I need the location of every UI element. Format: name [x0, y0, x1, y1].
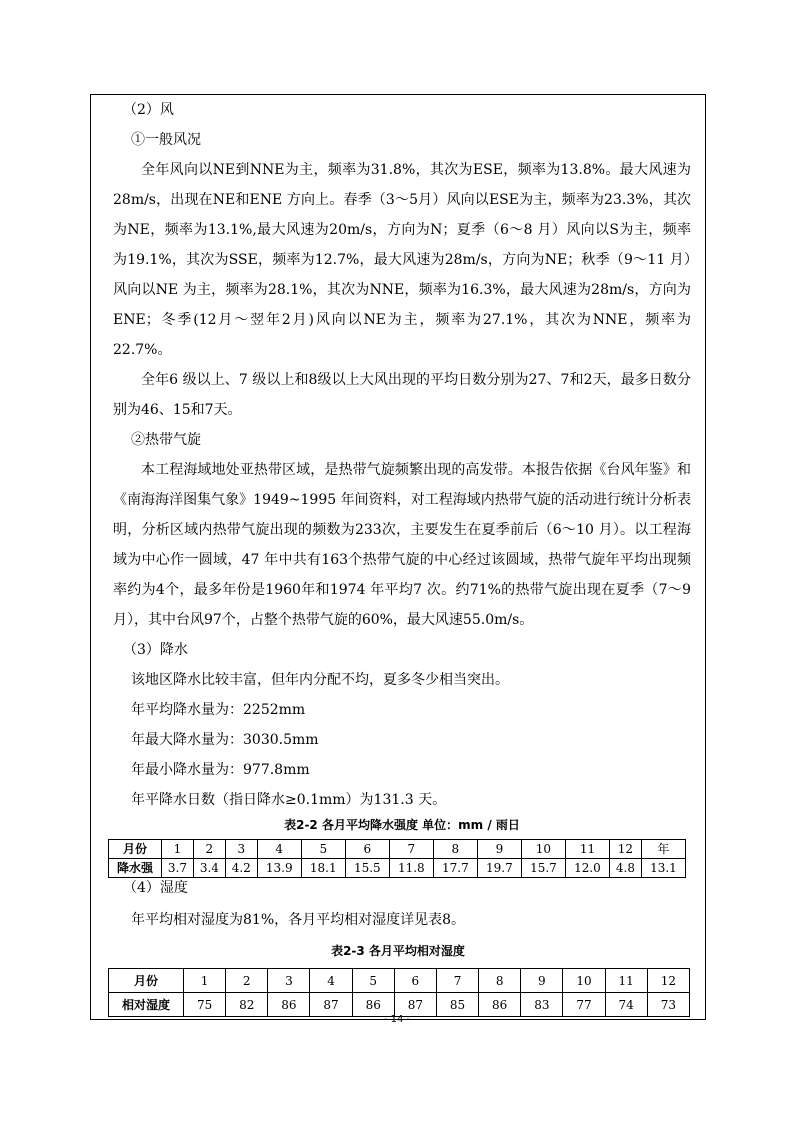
rain-month-cell: 4 — [257, 840, 301, 859]
humidity-value-cell: 82 — [226, 993, 268, 1017]
rain-month-cell: 3 — [225, 840, 257, 859]
rain-table-month-row — [109, 840, 686, 859]
rain-month-cell: 9 — [477, 840, 521, 859]
humidity-month-cell: 5 — [352, 969, 394, 993]
rain-value-cell: 13.9 — [257, 859, 301, 878]
rain-value-cell: 11.8 — [389, 859, 433, 878]
rain-table-caption: 表2-2 各月平均降水强度 单位：mm / 雨日 — [284, 818, 520, 832]
rain-maximum: 年最大降水量为：3030.5mm — [131, 732, 319, 748]
rain-value-cell: 15.7 — [521, 859, 565, 878]
wind-paragraph-1: 全年风向以NE到NNE为主，频率为31.8%，其次为ESE，频率为13.8%。最大风速为28m/s，出现在NE和ENE 方向上。春季（3～5月）风向以ESE为主，频率为23.3%，其次为NE，频率为13.1%,最大风速为20m/s，方向为N；夏季（6～8 月）风向以S为主，频率为19.1%，其次为SSE，频率为12.7%，最大风速为28m/s，方向为NE；秋季（9～11 月）风向以NE 为主，频率为28.1%，其次为NNE，频率为16.3%，最大风速为28m/s，方向为ENE；冬季(12月～翌年2月)风向以NE为主，频率为27.1%，其次为NNE，频率为22.7%。 — [113, 162, 691, 358]
rain-minimum: 年最小降水量为：977.8mm — [131, 762, 310, 778]
humidity-text: 年平均相对湿度为81%，各月平均相对湿度详见表8。 — [131, 912, 466, 928]
humidity-table-value-label: 相对湿度 — [109, 993, 184, 1017]
page-frame — [90, 94, 706, 1020]
humidity-table-month-label: 月份 — [109, 969, 184, 993]
humidity-month-cell: 1 — [184, 969, 226, 993]
rain-month-cell: 6 — [345, 840, 389, 859]
rain-value-cell: 18.1 — [301, 859, 345, 878]
humidity-value-cell: 87 — [310, 993, 352, 1017]
rain-value-cell: 3.4 — [193, 859, 225, 878]
rain-value-cell: 3.7 — [162, 859, 194, 878]
wind-heading: （2）风 — [123, 102, 174, 118]
rain-days: 年平降水日数（指日降水≥0.1mm）为131.3 天。 — [131, 792, 447, 808]
humidity-table — [108, 968, 690, 1017]
humidity-table-caption: 表2-3 各月平均相对湿度 — [331, 944, 465, 958]
humidity-month-cell: 12 — [647, 969, 689, 993]
humidity-value-cell: 73 — [647, 993, 689, 1017]
rain-value-cell: 12.0 — [565, 859, 609, 878]
rain-intensity-table — [108, 839, 686, 878]
humidity-table-month-row — [109, 969, 690, 993]
humidity-month-cell: 7 — [436, 969, 478, 993]
rain-value-cell: 15.5 — [345, 859, 389, 878]
humidity-month-cell: 10 — [563, 969, 605, 993]
rain-month-cell: 8 — [433, 840, 477, 859]
rain-month-cell: 5 — [301, 840, 345, 859]
humidity-value-cell: 86 — [268, 993, 310, 1017]
humidity-value-cell: 86 — [479, 993, 521, 1017]
rain-table-value-row — [109, 859, 686, 878]
rain-value-cell: 19.7 — [477, 859, 521, 878]
humidity-value-cell: 83 — [521, 993, 563, 1017]
humidity-value-cell: 86 — [352, 993, 394, 1017]
humidity-value-cell: 77 — [563, 993, 605, 1017]
rain-value-cell: 4.8 — [609, 859, 641, 878]
rain-heading: （3）降水 — [123, 642, 188, 658]
humidity-month-cell: 6 — [394, 969, 436, 993]
rain-table-value-label: 降水强 — [109, 859, 162, 878]
humidity-month-cell: 9 — [521, 969, 563, 993]
humidity-value-cell: 87 — [394, 993, 436, 1017]
rain-value-cell: 13.1 — [641, 859, 685, 878]
page-number: - 14 - — [383, 1014, 411, 1025]
humidity-month-cell: 8 — [479, 969, 521, 993]
cyclone-paragraph: 本工程海域地处亚热带区域，是热带气旋频繁出现的高发带。本报告依据《台风年鉴》和《南海海洋图集气象》1949~1995 年间资料，对工程海域内热带气旋的活动进行统计分析表明，分析区域内热带气旋出现的频数为233次，主要发生在夏季前后（6～10 月）。以工程海域为中心作一圆域，47 年中共有163个热带气旋的中心经过该圆域，热带气旋年平均出现频率约为4个，最多年份是1960年和1974 年平均7 次。约71%的热带气旋出现在夏季（7～9 月），其中台风97个，占整个热带气旋的60%，最大风速55.0m/s。 — [113, 462, 691, 628]
rain-month-cell: 7 — [389, 840, 433, 859]
rain-month-cell: 12 — [609, 840, 641, 859]
rain-intro: 该地区降水比较丰富，但年内分配不均，夏多冬少相当突出。 — [131, 672, 509, 688]
rain-table-month-label: 月份 — [109, 840, 162, 859]
general-wind-heading: ①一般风况 — [131, 132, 201, 148]
wind-paragraph-2: 全年6 级以上、7 级以上和8级以上大风出现的平均日数分别为27、7和2天，最多日数分别为46、15和7天。 — [113, 372, 691, 418]
rain-month-cell: 年 — [641, 840, 685, 859]
humidity-heading: （4）湿度 — [123, 880, 188, 896]
page-content — [113, 95, 691, 835]
humidity-month-cell: 4 — [310, 969, 352, 993]
humidity-month-cell: 11 — [605, 969, 647, 993]
humidity-table-value-row — [109, 993, 690, 1017]
humidity-value-cell: 85 — [436, 993, 478, 1017]
rain-value-cell: 17.7 — [433, 859, 477, 878]
rain-month-cell: 1 — [162, 840, 194, 859]
rain-month-cell: 11 — [565, 840, 609, 859]
rain-month-cell: 10 — [521, 840, 565, 859]
rain-average: 年平均降水量为：2252mm — [131, 702, 306, 718]
humidity-value-cell: 75 — [184, 993, 226, 1017]
rain-month-cell: 2 — [193, 840, 225, 859]
humidity-month-cell: 3 — [268, 969, 310, 993]
humidity-value-cell: 74 — [605, 993, 647, 1017]
humidity-month-cell: 2 — [226, 969, 268, 993]
rain-value-cell: 4.2 — [225, 859, 257, 878]
cyclone-heading: ②热带气旋 — [131, 432, 201, 448]
